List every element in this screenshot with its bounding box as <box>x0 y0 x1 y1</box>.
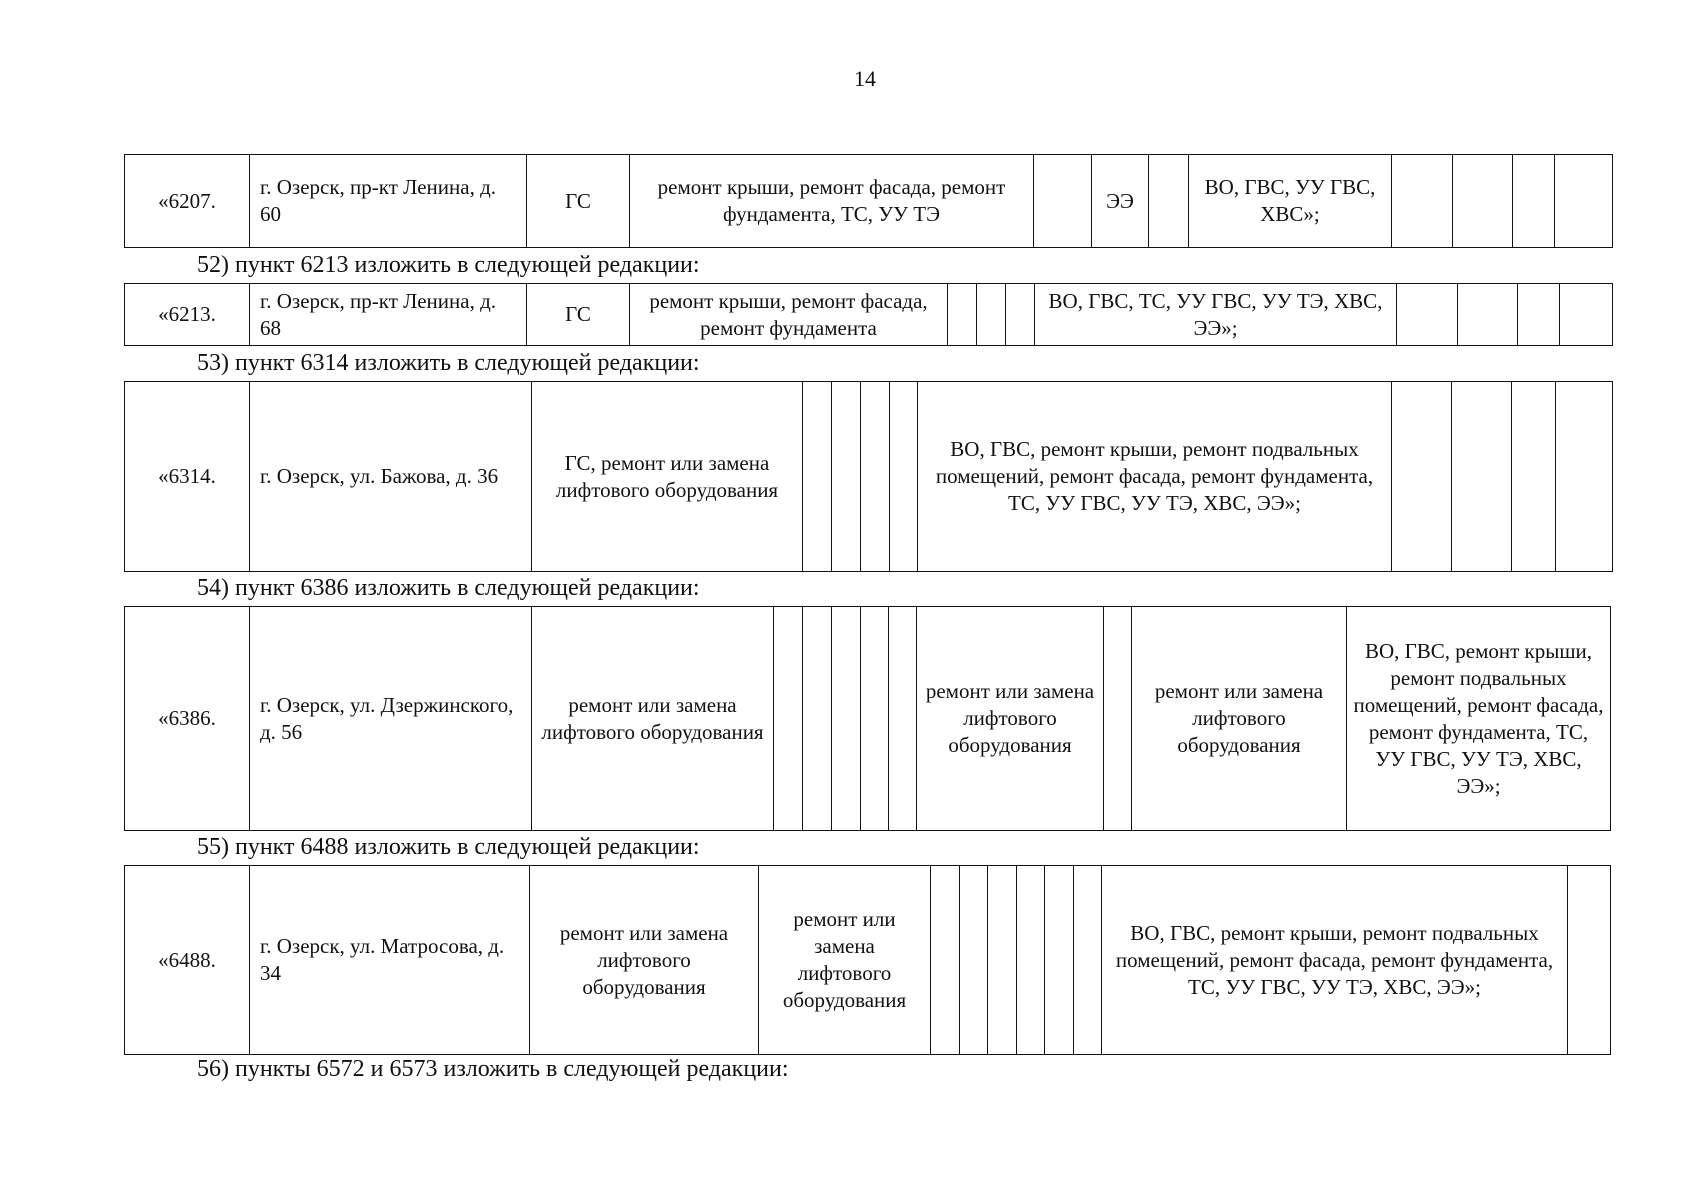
empty-cell <box>1017 866 1045 1055</box>
empty-cell <box>803 607 832 831</box>
empty-cell <box>890 382 918 572</box>
table-cell: ВО, ГВС, ремонт крыши, ремонт подвальных помещений, ремонт фасада, ремонт фундамента, ТС, УУ ГВС, УУ ТЭ, ХВС, ЭЭ»; <box>1347 607 1611 831</box>
empty-cell <box>832 607 861 831</box>
empty-cell <box>1397 284 1458 346</box>
table-cell: ВО, ГВС, УУ ГВС, ХВС»; <box>1189 155 1392 248</box>
row-number: «6386. <box>125 607 250 831</box>
empty-cell <box>960 866 988 1055</box>
row-address: г. Озерск, пр-кт Ленина, д. 60 <box>250 155 527 248</box>
empty-cell <box>931 866 960 1055</box>
empty-cell <box>803 382 832 572</box>
table-cell: ремонт или замена лифтового оборудования <box>917 607 1104 831</box>
table-row-6488 <box>124 865 1611 1055</box>
empty-cell <box>988 866 1017 1055</box>
empty-cell <box>977 284 1006 346</box>
empty-cell <box>1568 866 1611 1055</box>
table-row-6213 <box>124 283 1613 346</box>
empty-cell <box>774 607 803 831</box>
table-cell: ГС, ремонт или замена лифтового оборудования <box>532 382 803 572</box>
table-cell: ремонт или замена лифтового оборудования <box>1132 607 1347 831</box>
empty-cell <box>1556 382 1613 572</box>
empty-cell <box>1518 284 1560 346</box>
table-cell: ремонт крыши, ремонт фасада, ремонт фундамента, ТС, УУ ТЭ <box>630 155 1034 248</box>
row-number: «6213. <box>125 284 250 346</box>
section-caption: 53) пункт 6314 изложить в следующей редакции: <box>197 350 700 376</box>
row-address: г. Озерск, ул. Бажова, д. 36 <box>250 382 532 572</box>
empty-cell <box>1392 155 1453 248</box>
empty-cell <box>1453 155 1513 248</box>
section-caption: 52) пункт 6213 изложить в следующей редакции: <box>197 252 700 278</box>
section-caption: 55) пункт 6488 изложить в следующей редакции: <box>197 834 700 860</box>
row-number: «6314. <box>125 382 250 572</box>
table-row-6314 <box>124 381 1613 572</box>
table-cell: ремонт или замена лифтового оборудования <box>532 607 774 831</box>
table-row-6207 <box>124 154 1613 248</box>
empty-cell <box>861 382 890 572</box>
empty-cell <box>1555 155 1613 248</box>
page-number: 14 <box>854 66 876 91</box>
table-row-6386 <box>124 606 1611 831</box>
empty-cell <box>1149 155 1189 248</box>
row-address: г. Озерск, ул. Матросова, д. 34 <box>250 866 530 1055</box>
table-cell: ремонт крыши, ремонт фасада, ремонт фундамента <box>630 284 948 346</box>
row-number: «6488. <box>125 866 250 1055</box>
empty-cell <box>861 607 889 831</box>
empty-cell <box>832 382 861 572</box>
empty-cell <box>1006 284 1035 346</box>
table-cell: ВО, ГВС, ремонт крыши, ремонт подвальных помещений, ремонт фасада, ремонт фундамента, ТС, УУ ГВС, УУ ТЭ, ХВС, ЭЭ»; <box>918 382 1392 572</box>
row-number: «6207. <box>125 155 250 248</box>
empty-cell <box>1458 284 1518 346</box>
empty-cell <box>1560 284 1613 346</box>
table-cell: ремонт или замена лифтового оборудования <box>759 866 931 1055</box>
empty-cell <box>1074 866 1102 1055</box>
row-address: г. Озерск, ул. Дзержинского, д. 56 <box>250 607 532 831</box>
table-cell: ремонт или замена лифтового оборудования <box>530 866 759 1055</box>
table-cell: ЭЭ <box>1092 155 1149 248</box>
empty-cell <box>1452 382 1512 572</box>
empty-cell <box>889 607 917 831</box>
table-cell: ВО, ГВС, ремонт крыши, ремонт подвальных помещений, ремонт фасада, ремонт фундамента, ТС, УУ ГВС, УУ ТЭ, ХВС, ЭЭ»; <box>1102 866 1568 1055</box>
table-cell: ГС <box>527 284 630 346</box>
empty-cell <box>1034 155 1092 248</box>
empty-cell <box>1104 607 1132 831</box>
table-cell: ГС <box>527 155 630 248</box>
table-cell: ВО, ГВС, ТС, УУ ГВС, УУ ТЭ, ХВС, ЭЭ»; <box>1035 284 1397 346</box>
empty-cell <box>1045 866 1074 1055</box>
row-address: г. Озерск, пр-кт Ленина, д. 68 <box>250 284 527 346</box>
section-caption: 56) пункты 6572 и 6573 изложить в следующей редакции: <box>197 1056 789 1082</box>
section-caption: 54) пункт 6386 изложить в следующей редакции: <box>197 575 700 601</box>
empty-cell <box>1512 382 1556 572</box>
empty-cell <box>1513 155 1555 248</box>
empty-cell <box>1392 382 1452 572</box>
empty-cell <box>948 284 977 346</box>
